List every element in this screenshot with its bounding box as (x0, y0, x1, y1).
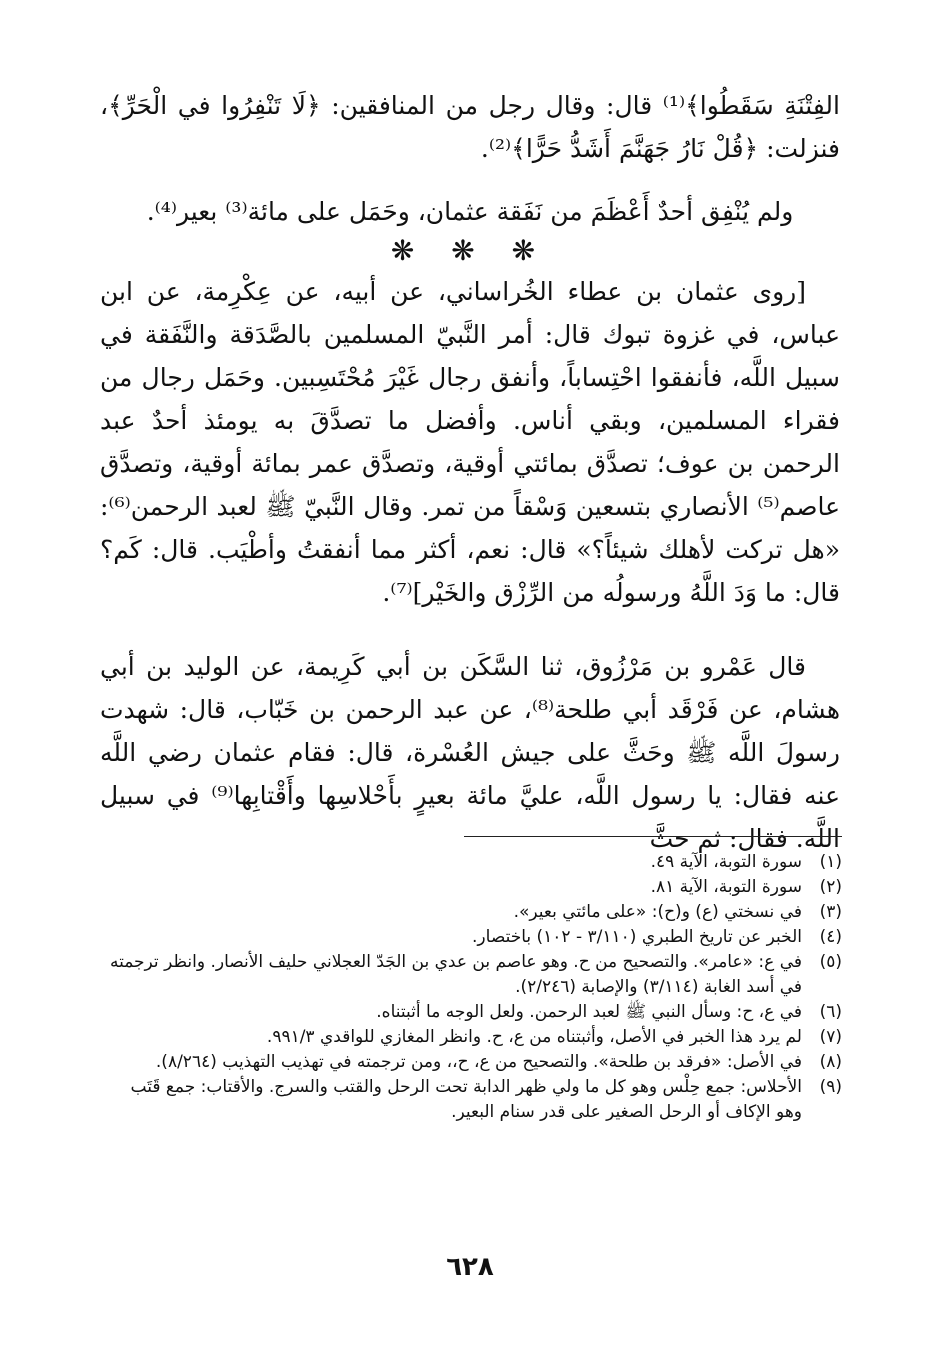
footnote-number: (٦) (819, 1002, 842, 1022)
footnote-number: (٧) (819, 1027, 842, 1047)
footnote-number: (٥) (819, 952, 842, 972)
footnote-item (100, 1075, 842, 1125)
footnote-number: (٩) (819, 1077, 842, 1097)
footnote-text: في ع: «عامر». والتصحيح من ح. وهو عاصم بن عدي بن الجَدّ العجلاني حليف الأنصار. وانظر ترجمته في أسد الغابة (٣/١١٤) والإصابة (٢/٢٤٦). (109, 952, 802, 997)
footnote-text: الخبر عن تاريخ الطبري (٣/١١٠ - ١٠٢) باختصار. (472, 927, 802, 947)
paragraph-3: [روى عثمان بن عطاء الخُراساني، عن أبيه، عن عِكْرِمة، عن ابن عباس، في غزوة تبوك قال: أمر النَّبيّ المسلمين بالصَّدَقة والنَّفَقة في سبيل اللَّه، فأنفقوا احْتِساباً، وأنفق رجال غَيْرَ مُحْتَسِبين. وحَمَل رجال من فقراء المسلمين، وبقي أناس. وأفضل ما تصدَّقَ به يومئذ أحدٌ عبد الرحمن بن عوف؛ تصدَّق بمائتي أوقية، وتصدَّق عمر بمائة أوقية، وتصدَّق عاصم⁽⁵⁾ الأنصاري بتسعين وَسْقاً من تمر. وقال النَّبيّ ﷺ لعبد الرحمن⁽⁶⁾: «هل تركت لأهلك شيئاً؟» قال: نعم، أكثر مما أنفقتُ وأطْيَب. قال: كَم؟ قال: ما وَدَ اللَّهُ ورسولُه من الرِّزْق والخَيْر]⁽⁷⁾. (100, 277, 840, 607)
section-separator-stars: ❋ ❋ ❋ (390, 234, 550, 267)
paragraph-2: ولم يُنْفِق أحدٌ أَعْظَمَ من نَفَقة عثمان، وحَمَل على مائة⁽³⁾ بعير⁽⁴⁾. (146, 197, 794, 226)
footnote-item (100, 925, 842, 950)
footnote-item (100, 1025, 842, 1050)
footnote-item (100, 1050, 842, 1075)
footnote-number: (٨) (819, 1052, 842, 1072)
paragraph-1: الفِتْنَةِ سَقَطُوا﴾⁽¹⁾ قال: وقال رجل من المنافقين: ﴿لَا تَنْفِرُوا في الْحَرِّ﴾، فنزلت: ﴿قُلْ نَارُ جَهَنَّمَ أَشَدُّ حَرًّا﴾⁽²⁾. (100, 91, 840, 163)
footnote-item (100, 950, 842, 1000)
footnote-item (100, 875, 842, 900)
footnote-item (100, 900, 842, 925)
footnote-text: في نسختي (ع) و(ح): «على مائتي بعير». (513, 902, 802, 922)
footnote-item (100, 850, 842, 875)
page-number: ٦٢٨ (446, 1252, 494, 1282)
footnote-number: (١) (819, 852, 842, 872)
paragraph-4: قال عَمْرو بن مَرْزُوق، ثنا السَّكَن بن أبي كَرِيمة، عن الوليد بن أبي هشام، عن فَرْقَد أبي طلحة⁽⁸⁾، عن عبد الرحمن بن خَبّاب، قال: شهدت رسولَ اللَّه ﷺ وحَثَّ على جيش العُسْرة، قال: فقام عثمان رضي اللَّه عنه فقال: يا رسول اللَّه، عليَّ مائة بعيرٍ بأَحْلاسِها وأَقْتابِها⁽⁹⁾ في سبيل اللَّه. فقال: ثم حثَّ (100, 652, 840, 853)
footnote-text: في ع، ح: وسأل النبي ﷺ لعبد الرحمن. ولعل الوجه ما أثبتناه. (376, 1002, 802, 1022)
footnote-text: لم يرد هذا الخبر في الأصل، وأثبتناه من ع، ح. وانظر المغازي للواقدي ٩٩١/٣. (266, 1027, 802, 1047)
footnote-number: (٢) (819, 877, 842, 897)
footnote-item (100, 1000, 842, 1025)
footnote-number: (٣) (819, 902, 842, 922)
footnote-text: سورة التوبة، الآية ٤٩. (650, 852, 802, 872)
footnote-text: الأحلاس: جمع حِلْس وهو كل ما ولي ظهر الدابة تحت الرحل والقتب والسرج. والأقتاب: جمع قَتَب وهو الإكاف أو الرحل الصغير على قدر سنام البعير. (130, 1077, 802, 1122)
footnote-text: سورة التوبة، الآية ٨١. (650, 877, 802, 897)
footnote-text: في الأصل: «فرقد بن طلحة». والتصحيح من ع، ح،، ومن ترجمته في تهذيب التهذيب (٨/٢٦٤). (155, 1052, 802, 1072)
footnote-divider (464, 836, 842, 837)
footnotes (100, 850, 842, 1125)
footnote-number: (٤) (819, 927, 842, 947)
